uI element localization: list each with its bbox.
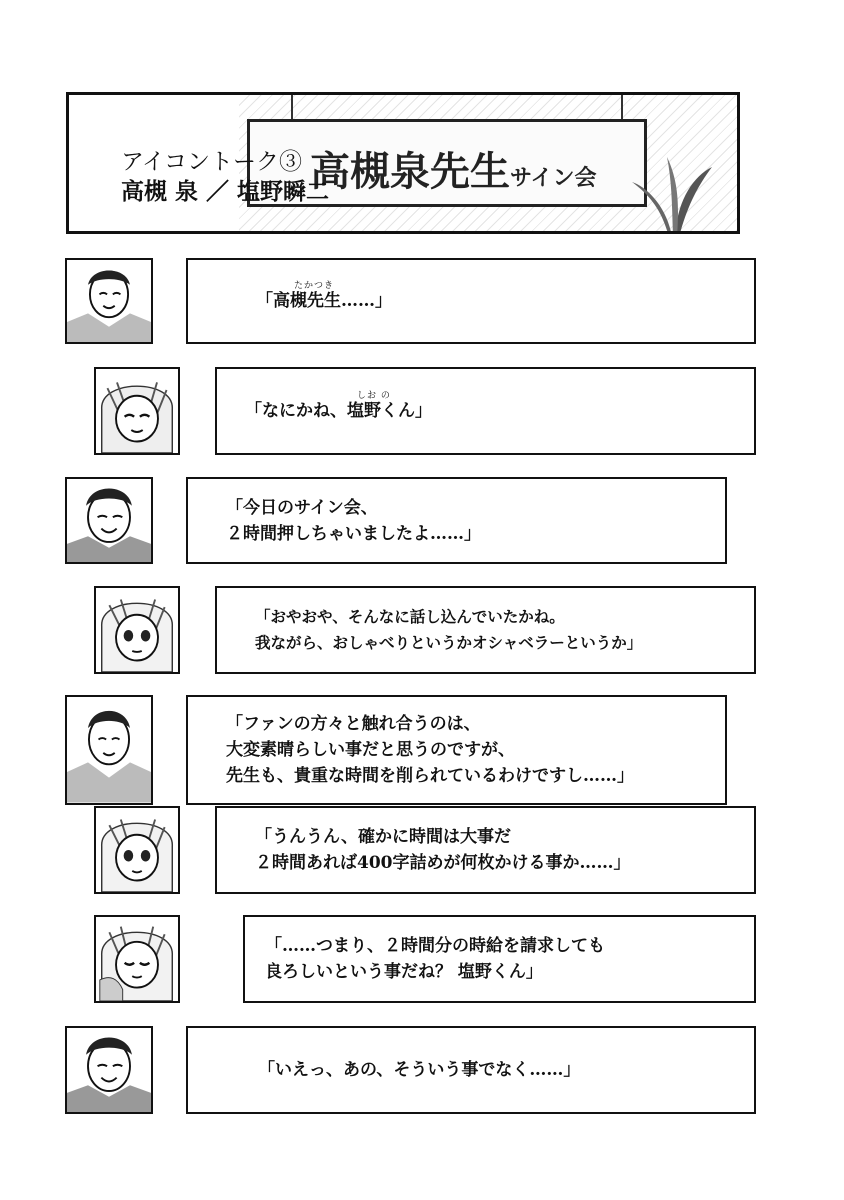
dialogue-bubble-6 — [215, 806, 756, 894]
dialogue-line: 「いえっ、あの、そういう事でなく……」 — [258, 1060, 581, 1080]
header-label — [121, 147, 329, 207]
dialogue-bubble-4 — [215, 586, 756, 674]
dialogue-line — [245, 391, 754, 424]
avatar-shiono — [65, 258, 153, 344]
dialogue-line: 「今日のサイン会、 — [226, 497, 378, 518]
plant-illustration — [627, 147, 717, 234]
avatar-takatsuki — [94, 806, 180, 894]
series-title: アイコントーク③ — [121, 149, 303, 175]
character-name-1: 高槻 泉 — [121, 178, 199, 205]
dialogue-bubble-8 — [186, 1026, 756, 1114]
avatar-takatsuki — [94, 915, 180, 1003]
header-panel — [66, 92, 740, 234]
dialogue-bubble-3 — [186, 477, 727, 564]
dialogue-line — [256, 281, 754, 314]
dialogue-bubble-1 — [186, 258, 756, 344]
furigana: しお の — [357, 391, 391, 401]
dialogue-text: 「なにかね、塩野くん」 — [245, 401, 432, 421]
dialogue-line: ２時間あれば400字詰めが何枚かける事か……」 — [255, 853, 631, 873]
dialogue-line: 「うんうん、確かに時間は大事だ — [255, 827, 512, 847]
dialogue-line: 大変素晴らしい事だと思うのですが、 — [226, 740, 515, 760]
avatar-takatsuki — [94, 586, 180, 674]
dialogue-line: 「おやおや、そんなに話し込んでいたかね。 — [255, 607, 565, 626]
sign-main-text: 高槻泉先生 — [310, 148, 510, 195]
dialogue-bubble-7 — [243, 915, 756, 1003]
furigana: たかつき — [294, 281, 335, 291]
sign-small-text: サイン会 — [510, 165, 597, 191]
dialogue-text: 「高槻先生……」 — [256, 291, 392, 311]
avatar-takatsuki — [94, 367, 180, 455]
avatar-shiono — [65, 1026, 153, 1114]
dialogue-line: 「ファンの方々と触れ合うのは、 — [226, 714, 481, 734]
dialogue-bubble-5 — [186, 695, 727, 805]
character-name-2: 塩野瞬二 — [237, 178, 330, 205]
dialogue-line: 我ながら、おしゃべりというかオシャベラーというか」 — [255, 633, 643, 652]
sign-title — [310, 140, 596, 197]
avatar-shiono — [65, 695, 153, 805]
dialogue-line: 「……つまり、２時間分の時給を請求しても — [265, 936, 605, 956]
name-separator: ／ — [206, 178, 230, 205]
dialogue-line: ２時間押しちゃいましたよ……」 — [226, 523, 481, 544]
avatar-shiono — [65, 477, 153, 564]
dialogue-line: 先生も、貴重な時間を削られているわけですし……」 — [226, 766, 634, 786]
sign-wire-right — [621, 95, 623, 119]
dialogue-bubble-2 — [215, 367, 756, 455]
sign-wire-left — [291, 95, 293, 119]
dialogue-line: 良ろしいという事だね？ 塩野くん」 — [265, 962, 543, 982]
